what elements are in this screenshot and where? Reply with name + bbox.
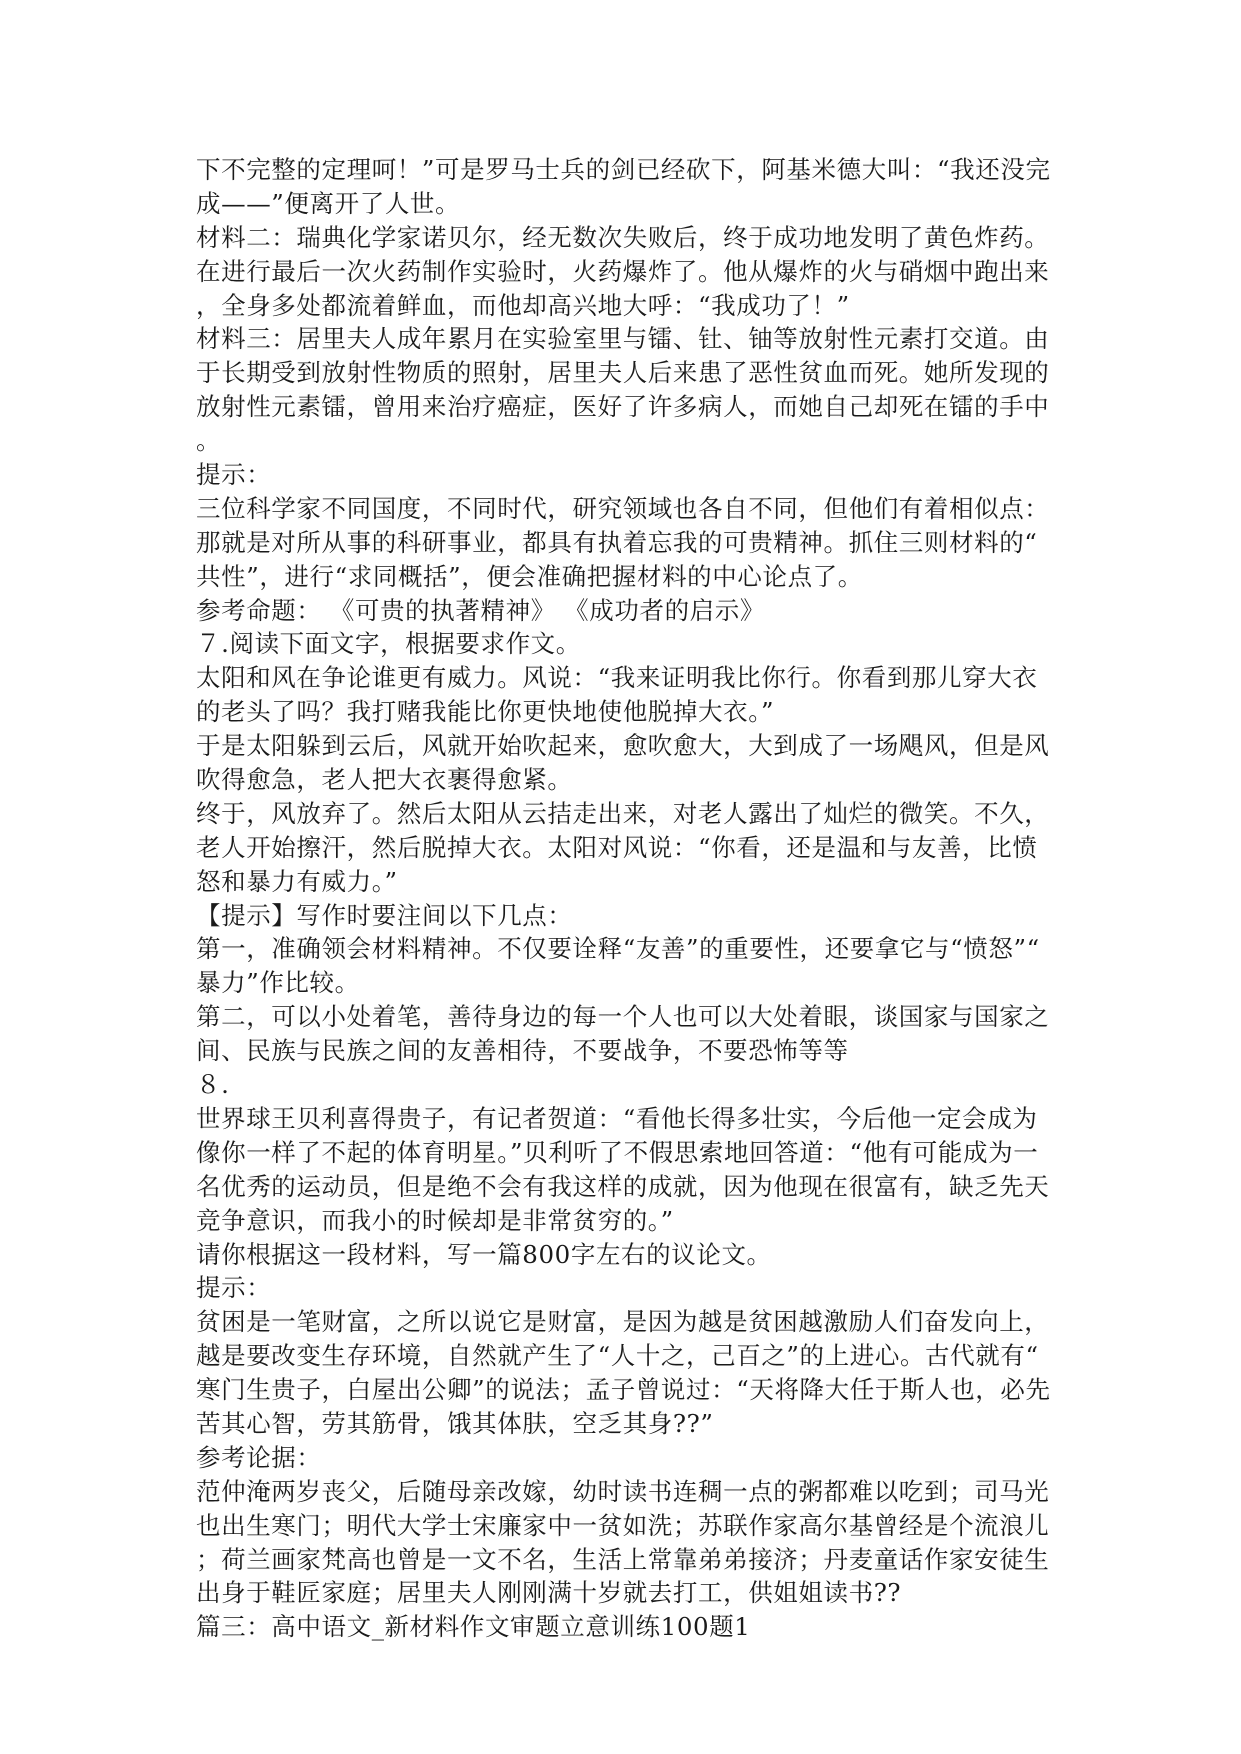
text-line: 的老头了吗？我打赌我能比你更快地使他脱掉大衣。”	[196, 697, 775, 727]
text-line: 太阳和风在争论谁更有威力。风说：“我来证明我比你行。你看到那儿穿大衣	[196, 663, 1038, 693]
text-line: ８.	[196, 1070, 230, 1100]
text-line: 出身于鞋匠家庭；居里夫人刚刚满十岁就去打工，供姐姐读书??	[196, 1578, 902, 1608]
text-line: 老人开始擦汗，然后脱掉大衣。太阳对风说：“你看，还是温和与友善，比愤	[196, 832, 1038, 862]
text-line: 于是太阳躲到云后，风就开始吹起来，愈吹愈大，大到成了一场飓风，但是风	[196, 731, 1050, 761]
text-line: 像你一样了不起的体育明星。”贝利听了不假思索地回答道：“他有可能成为一	[196, 1137, 1039, 1167]
text-line: 苦其心智，劳其筋骨，饿其体肤，空乏其身??”	[196, 1408, 714, 1438]
text-line: 提示：	[196, 1273, 272, 1303]
text-line: 材料二：瑞典化学家诺贝尔，经无数次失败后，终于成功地发明了黄色炸药。	[196, 222, 1050, 252]
document-body	[196, 153, 1051, 1644]
text-line: 参考命题： 《可贵的执著精神》 《成功者的启示》	[196, 595, 765, 625]
text-line: 篇三：高中语文_新材料作文审题立意训练100题1	[196, 1612, 751, 1642]
text-line: 放射性元素镭，曾用来治疗癌症，医好了许多病人，而她自己却死在镭的手中	[196, 392, 1050, 422]
text-line: 提示：	[196, 460, 272, 490]
text-line: 于长期受到放射性物质的照射，居里夫人后来患了恶性贫血而死。她所发现的	[196, 358, 1050, 388]
text-line: 越是要改变生存环境，自然就产生了“人十之，己百之”的上进心。古代就有“	[196, 1341, 1039, 1371]
text-line: 间、民族与民族之间的友善相待，不要战争，不要恐怖等等	[196, 1036, 849, 1066]
text-line: 竞争意识，而我小的时候却是非常贫穷的。”	[196, 1205, 674, 1235]
text-line: 那就是对所从事的科研事业，都具有执着忘我的可贵精神。抓住三则材料的“	[196, 527, 1038, 557]
text-line: 也出生寒门；明代大学士宋廉家中一贫如洗；苏联作家高尔基曾经是个流浪儿	[196, 1510, 1050, 1540]
text-line: 终于，风放弃了。然后太阳从云拮走出来，对老人露出了灿烂的微笑。不久，	[196, 798, 1050, 828]
text-line: 下不完整的定理呵！”可是罗马士兵的剑已经砍下，阿基米德大叫：“我还没完	[196, 155, 1051, 184]
text-line: 第一，准确领会材料精神。不仅要诠释“友善”的重要性，还要拿它与“愤怒”“	[196, 934, 1040, 964]
text-line: 世界球王贝利喜得贵子，有记者贺道：“看他长得多壮实，今后他一定会成为	[196, 1103, 1038, 1133]
text-line: 怒和暴力有威力。”	[196, 866, 398, 896]
text-line: 请你根据这一段材料，写一篇800字左右的议论文。	[196, 1239, 772, 1269]
text-line: 在进行最后一次火药制作实验时，火药爆炸了。他从爆炸的火与硝烟中跑出来	[196, 256, 1050, 286]
text-line: 贫困是一笔财富，之所以说它是财富，是因为越是贫困越激励人们奋发向上，	[196, 1307, 1050, 1337]
text-line: 名优秀的运动员，但是绝不会有我这样的成就，因为他现在很富有，缺乏先天	[196, 1171, 1050, 1201]
text-line: 成——”便离开了人世。	[196, 188, 461, 218]
text-line: 材料三：居里夫人成年累月在实验室里与镭、钍、铀等放射性元素打交道。由	[196, 324, 1050, 354]
text-line: 寒门生贵子，白屋出公卿”的说法；孟子曾说过：“天将降大任于斯人也，必先	[196, 1375, 1051, 1405]
text-line: 共性”，进行“求同概括”，便会准确把握材料的中心论点了。	[196, 561, 863, 591]
text-line: ；荷兰画家梵高也曾是一文不名，生活上常靠弟弟接济；丹麦童话作家安徒生	[196, 1544, 1050, 1574]
text-line: 。	[196, 426, 222, 456]
text-line: 参考论据：	[196, 1442, 322, 1472]
text-line: 范仲淹两岁丧父，后随母亲改嫁，幼时读书连稠一点的粥都难以吃到；司马光	[196, 1476, 1050, 1506]
text-line: 【提示】写作时要注间以下几点：	[196, 900, 573, 930]
text-line: 三位科学家不同国度，不同时代，研究领域也各自不同，但他们有着相似点：	[196, 493, 1050, 523]
text-line: ，全身多处都流着鲜血，而他却高兴地大呼：“我成功了！”	[196, 290, 850, 320]
text-line: ７.阅读下面文字，根据要求作文。	[196, 629, 581, 659]
text-line: 暴力”作比较。	[196, 968, 360, 998]
text-line: 吹得愈急，老人把大衣裹得愈紧。	[196, 765, 573, 795]
text-line: 第二，可以小处着笔，善待身边的每一个人也可以大处着眼，谈国家与国家之	[196, 1002, 1050, 1032]
